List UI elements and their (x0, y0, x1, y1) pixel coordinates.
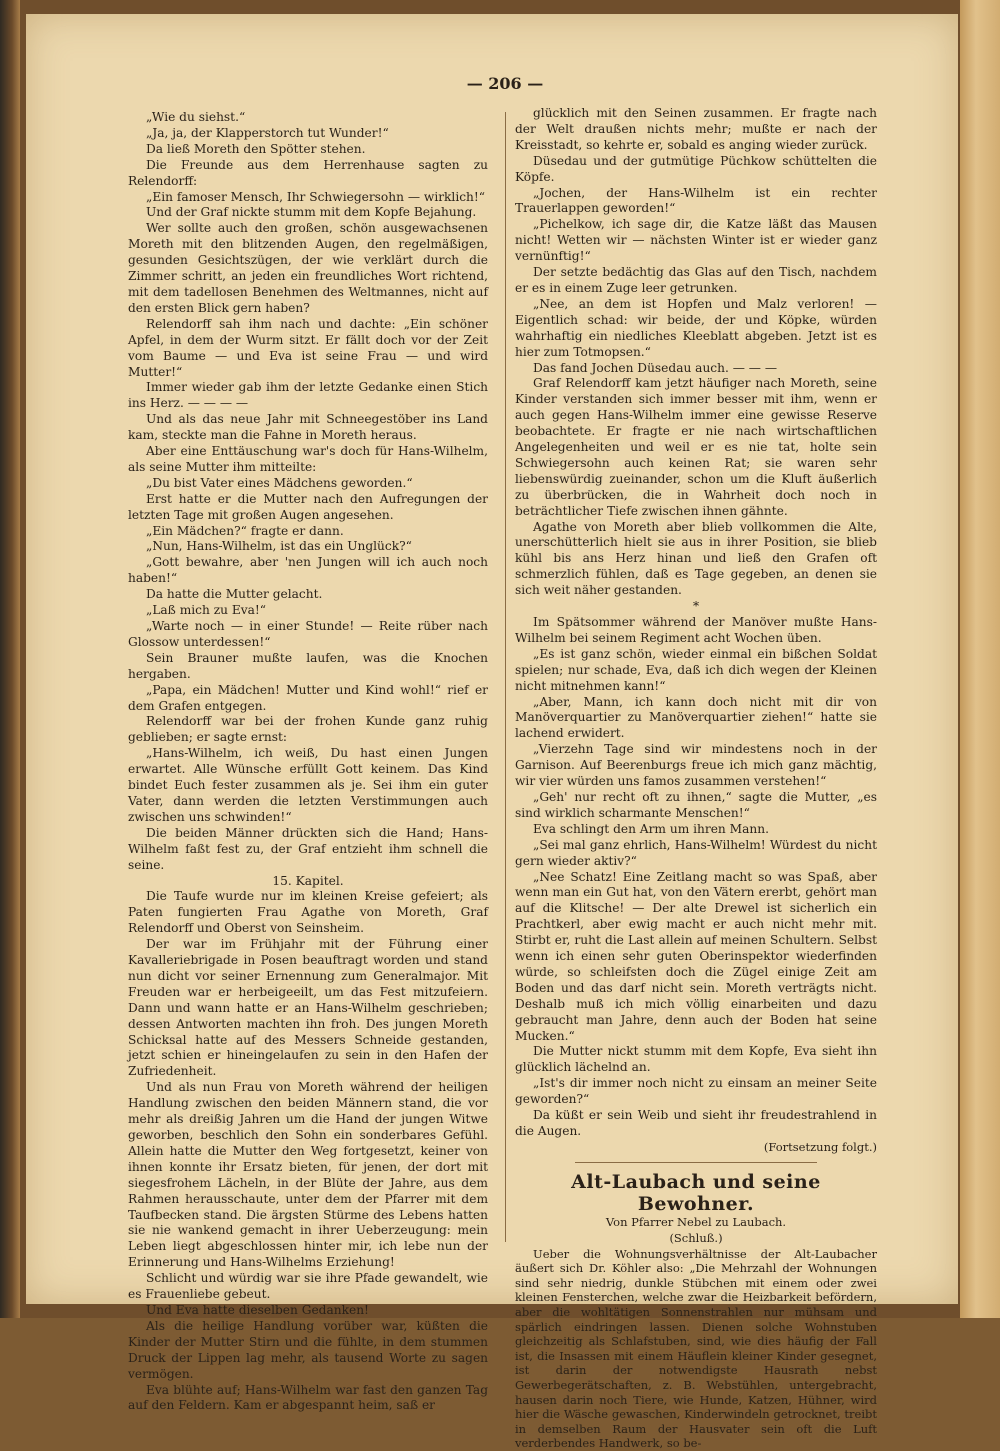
paragraph: „Ja, ja, der Klapperstorch tut Wunder!“ (146, 125, 389, 140)
section-star: * (692, 599, 700, 614)
paragraph: Relendorff sah ihm nach und dachte: „Ein schöner Apfel, in dem der Wurm sitzt. Er fällt doch vor der Zeit vom Baume — und Eva ist seine Frau — und wird Mutter!“ (128, 316, 488, 379)
paragraph: Düsedau und der gutmütige Püchkow schüttelten die Köpfe. (515, 153, 877, 184)
paragraph: „Vierzehn Tage sind wir mindestens noch in der Garnison. Auf Beerenburgs freue ich mich ganz mächtig, wir vier würden uns famos zusammen verstehen!“ (515, 742, 877, 789)
paragraph: Agathe von Moreth aber blieb vollkommen die Alte, unerschütterlich hielt sie aus in ihrer Position, sie blieb kühl bis ans Herz hinan und ließ den Grafen oft schmerzlich fühlen, daß es Tage gegeben, an denen sie sich weit näher gestanden. (515, 519, 877, 598)
paragraph: Das fand Jochen Düsedau auch. — — — (533, 360, 778, 375)
paragraph: „Nee Schatz! Eine Zeitlang macht so was Spaß, aber wenn man ein Gut hat, von den Vätern ererbt, gehört man auf die Klitsche! — Der alte Drewel ist sicherlich ein Prachtkerl, aber ewig macht er auch nicht mehr mit. Stirbt er, ruht die Last allein auf meinen Schultern. Selbst wenn ich einen sehr guten Oberinspektor wiederfinden würde, so schleifsten doch die Zügel einige Zeit am Boden und das darf nicht sein. Moreth verträgts nicht. Deshalb muß ich mich völlig einarbeiten und dazu gebraucht man Jahre, denn auch der Boden hat seine Mucken.“ (515, 869, 877, 1043)
article-byline: Von Pfarrer Nebel zu Laubach. (605, 1214, 787, 1229)
paragraph: Und als das neue Jahr mit Schneegestöber ins Land kam, steckte man die Fahne in Moreth heraus. (128, 412, 488, 443)
right-paragraphs-before-star (515, 106, 877, 599)
paragraph: „Es ist ganz schön, wieder einmal ein bißchen Soldat spielen; nur schade, Eva, daß ich dich wegen der Kleinen nicht mitnehmen kann!“ (515, 646, 877, 693)
paragraph: Immer wieder gab ihm der letzte Gedanke einen Stich ins Herz. — — — — (128, 380, 488, 411)
paragraph: „Hans-Wilhelm, ich weiß, Du hast einen Jungen erwartet. Alle Wünsche erfüllt Gott keinem. Das Kind bindet Euch fester zusammen als je. Sei ihm ein guter Vater, dann werden die letzten Verstimmungen auch zwischen uns schwinden!“ (128, 746, 488, 824)
left-paragraphs-after-chapter (128, 889, 488, 1414)
paragraph: Und als nun Frau von Moreth während der heiligen Handlung zwischen den beiden Männern stand, die vor mehr als dreißig Jahren um die Hand der jungen Witwe geworben, beschlich den Sohn ein sonderbares Gefühl. Allein hatte die Mutter den Weg fortgesetzt, keiner von ihnen konnte ihr Ersatz bieten, für jenen, der dort mit siegesfrohem Lächeln, in der Blüte der Jahre, aus dem Rahmen herausschaute, unter dem der Pfarrer mit dem Taufbecken stand. Die ärgsten Stürme des Lebens hatten sie nie wankend gemacht in ihrer Ueberzeugung: mein Leben liegt abgeschlossen hinter mir, ich lebe nun der Erinnerung und Hans-Wilhelms Erziehung! (128, 1080, 488, 1270)
paragraph: Graf Relendorff kam jetzt häufiger nach Moreth, seine Kinder verstanden sich immer besser mit ihm, wenn er auch gegen Hans-Wilhelm immer eine gewisse Reserve beobachtete. Er fragte er nie nach wirtschaftlichen Angelegenheiten und weil er es nie tat, holte sein Schwiegersohn auch keinen Rat; sie waren sehr liebenswürdig zueinander, schon um die Kluft äußerlich zu überbrücken, die in Wahrheit doch noch in beträchtlicher Tiefe zwischen ihnen gähnte. (515, 376, 877, 518)
paragraph: Da ließ Moreth den Spötter stehen. (146, 141, 366, 156)
paragraph: „Ist's dir immer noch nicht zu einsam an meiner Seite geworden?“ (515, 1076, 877, 1107)
column-divider (505, 112, 506, 1242)
paragraph: Im Spätsommer während der Manöver mußte Hans-Wilhelm bei seinem Regiment acht Wochen üben. (515, 615, 877, 645)
right-column (515, 106, 877, 1451)
paragraph: „Nee, an dem ist Hopfen und Malz verloren! — Eigentlich schad: wir beide, der und Köpke, würden wahrhaftig ein niedliches Kleeblatt abgeben. Jetzt ist es hier zum Totmopsen.“ (515, 296, 877, 359)
paragraph: „Jochen, der Hans-Wilhelm ist ein rechter Trauerlappen geworden!“ (515, 185, 877, 216)
paragraph: Da küßt er sein Weib und sieht ihr freudestrahlend in die Augen. (515, 1108, 877, 1138)
chapter-heading: 15. Kapitel. (272, 873, 344, 888)
article-rule (575, 1162, 817, 1163)
book-spine (0, 0, 20, 1318)
left-paragraphs-before-chapter (128, 110, 488, 874)
paragraph: Erst hatte er die Mutter nach den Aufregungen der letzten Tage mit großen Augen angesehen. (128, 491, 488, 522)
paragraph: „Geh' nur recht oft zu ihnen,“ sagte die Mutter, „es sind wirklich scharmante Menschen!“ (515, 789, 877, 820)
next-page-edge (960, 0, 1000, 1318)
paragraph: Und der Graf nickte stumm mit dem Kopfe Bejahung. (146, 205, 477, 220)
right-paragraphs-after-star (515, 615, 877, 1140)
paragraph: „Ein famoser Mensch, Ihr Schwiegersohn — wirklich!“ (146, 189, 486, 204)
paragraph: Als die heilige Handlung vorüber war, küßten die Kinder der Mutter Stirn und die fühlte, in dem stummen Druck der Lippen lag mehr, als tausend Worte zu sagen vermögen. (128, 1318, 488, 1381)
paragraph: „Ein Mädchen?“ fragte er dann. (146, 523, 344, 538)
paragraph: Schlicht und würdig war sie ihre Pfade gewandelt, wie es Frauenliebe gebeut. (128, 1271, 488, 1302)
paragraph: Aber eine Enttäuschung war's doch für Hans-Wilhelm, als seine Mutter ihm mitteilte: (128, 444, 488, 474)
paragraph: Da hatte die Mutter gelacht. (146, 587, 323, 602)
paragraph: „Sei mal ganz ehrlich, Hans-Wilhelm! Würdest du nicht gern wieder aktiv?“ (515, 837, 877, 868)
paragraph: „Nun, Hans-Wilhelm, ist das ein Unglück?“ (146, 539, 412, 554)
paragraph: „Papa, ein Mädchen! Mutter und Kind wohl!“ rief er dem Grafen entgegen. (128, 682, 488, 713)
paragraph: Die Taufe wurde nur im kleinen Kreise gefeiert; als Paten fungierten Frau Agathe von Moreth, Graf Relendorff und Oberst von Seinsheim. (128, 889, 488, 936)
paragraph: „Laß mich zu Eva!“ (146, 603, 267, 618)
paragraph: „Aber, Mann, ich kann doch nicht mit dir von Manöverquartier zu Manöverquartier ziehen!“ hatte sie lachend erwidert. (515, 694, 877, 741)
paragraph: Eva blühte auf; Hans-Wilhelm war fast den ganzen Tag auf den Feldern. Kam er abgespannt heim, saß er (128, 1382, 488, 1413)
paragraph: Der setzte bedächtig das Glas auf den Tisch, nachdem er es in einem Zuge leer getrunken. (515, 265, 877, 295)
paragraph: „Wie du siehst.“ (146, 110, 246, 124)
paragraph: Die beiden Männer drückten sich die Hand; Hans-Wilhelm faßt fest zu, der Graf entzieht ihm schnell die seine. (128, 825, 488, 872)
continuation-note: (Fortsetzung folgt.) (763, 1139, 877, 1154)
paragraph: glücklich mit den Seinen zusammen. Er fragte nach der Welt draußen nichts mehr; mußte er nach der Kreisstadt, so kehrte er, sobald es anging wieder zurück. (515, 106, 877, 152)
page-number: — 206 — (466, 74, 544, 93)
paragraph: Wer sollte auch den großen, schön ausgewachsenen Moreth mit den blitzenden Augen, den regelmäßigen, gesunden Gesichtszügen, der wie verklärt durch die Zimmer schritt, an jeden ein freundliches Wort richtend, mit dem tadellosen Benehmen des Weltmannes, nicht auf den ersten Blick gern haben? (128, 221, 488, 315)
paragraph: Relendorff war bei der frohen Kunde ganz ruhig geblieben; er sagte ernst: (128, 714, 488, 745)
left-column (128, 110, 488, 1414)
article-subtitle: (Schluß.) (669, 1230, 723, 1245)
paragraph: Sein Brauner mußte laufen, was die Knochen hergaben. (128, 650, 488, 681)
article-title: Alt-Laubach und seine Bewohner. (571, 1170, 821, 1215)
paragraph: „Warte noch — in einer Stunde! — Reite rüber nach Glossow unterdessen!“ (128, 619, 488, 649)
paragraph: Die Mutter nickt stumm mit dem Kopfe, Eva sieht ihn glücklich lächelnd an. (515, 1044, 877, 1075)
paragraph: „Gott bewahre, aber 'nen Jungen will ich auch noch haben!“ (128, 555, 488, 586)
paragraph: Eva schlingt den Arm um ihren Mann. (533, 821, 769, 836)
paragraph: Und Eva hatte dieselben Gedanken! (146, 1302, 369, 1317)
paragraph: „Du bist Vater eines Mädchens geworden.“ (146, 475, 413, 490)
paragraph: „Pichelkow, ich sage dir, die Katze läßt das Mausen nicht! Wetten wir — nächsten Winter ist er wieder ganz vernünftig!“ (515, 217, 877, 264)
article-paragraph: Ueber die Wohnungsverhältnisse der Alt-Laubacher äußert sich Dr. Köhler also: „Die Mehrzahl der Wohnungen sind sehr niedrig, dunkle Stübchen mit einem oder zwei kleinen Fensterchen, welche zwar die Heizbarkeit befördern, aber die wohltätigen Sonnenstrahlen nur mühsam und spärlich eindringen lassen. Dienen solche Wohnstuben gleichzeitig als Schlafstuben, sind, wie dies häufig der Fall ist, die Insassen mit einem Häuflein kleiner Kinder gesegnet, ist darin der notwendigste Hausrath nebst Gewerbegerätschaften, z. B. Webstühlen, untergebracht, hausen darin noch Tiere, wie Hunde, Katzen, Hühner, wird hier die Wäsche gewaschen, Kinderwindeln getrocknet, treibt in demselben Raum der Hausvater sein oft die Luft verderbendes Handwerk, so be- (515, 1246, 877, 1451)
paragraph: Die Freunde aus dem Herrenhause sagten zu Relendorff: (128, 157, 488, 188)
paragraph: Der war im Frühjahr mit der Führung einer Kavalleriebrigade in Posen beauftragt worden und stand nun dicht vor seiner Ernennung zum Generalmajor. Mit Freuden war er herbeigeeilt, um das Fest mitzufeiern. Dann und wann hatte er an Hans-Wilhelm geschrieben; dessen Antworten machten ihn froh. Des jungen Moreth Schicksal hatte auf des Messers Schneide gestanden, jetzt schien er hineingelaufen zu sein in den Hafen der Zufriedenheit. (128, 937, 488, 1079)
